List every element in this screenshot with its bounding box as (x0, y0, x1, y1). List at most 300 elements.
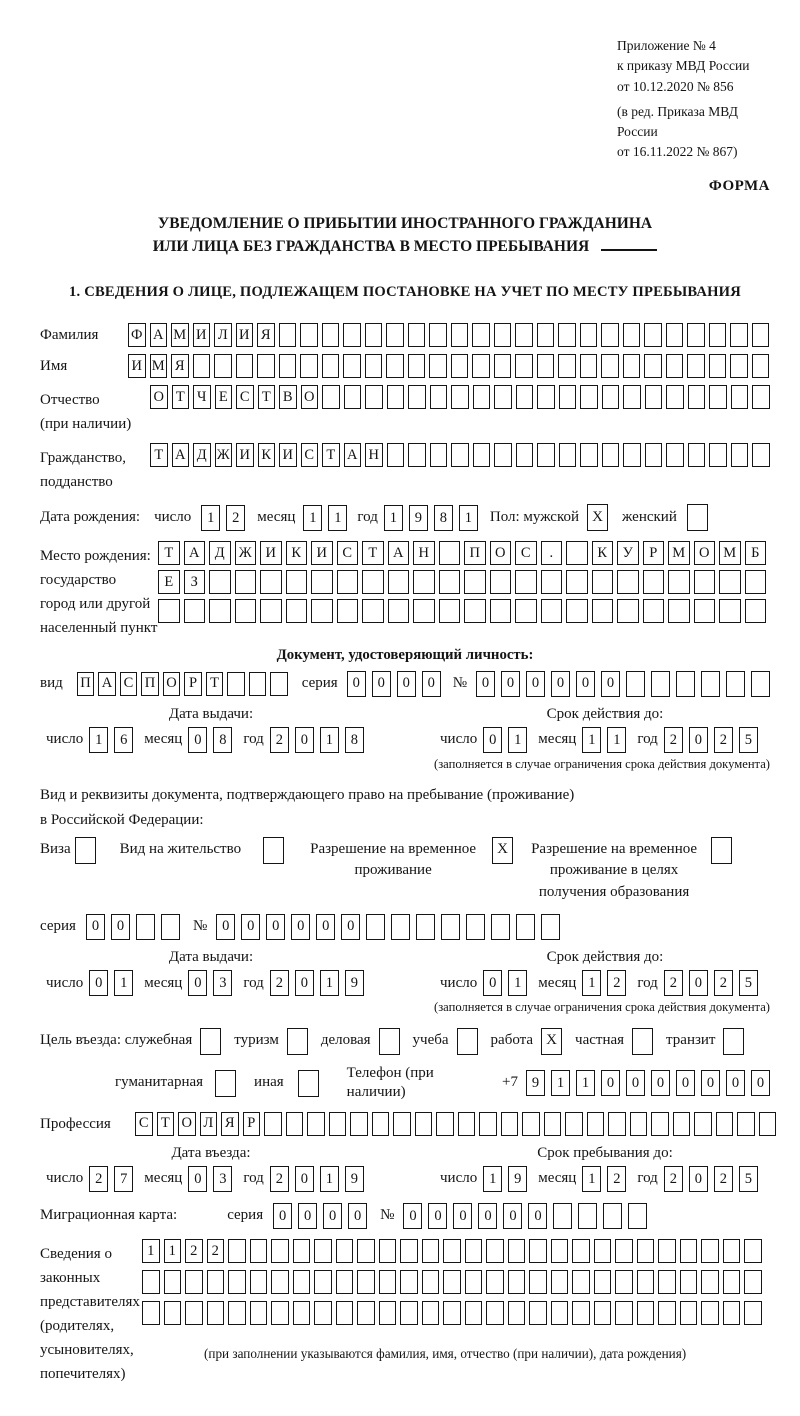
visa-label: Виза (40, 840, 71, 857)
char-cell: 9 (526, 1070, 545, 1096)
char-cell (207, 1301, 225, 1325)
purpose-official-checkbox (200, 1028, 221, 1055)
legal-representatives-label: Сведения о законных представителях (родителях, усыновителях, попечителях) (40, 1246, 140, 1383)
char-cell: 0 (701, 1070, 720, 1096)
char-cell: 0 (86, 914, 105, 940)
char-cell: Ж (235, 541, 257, 565)
char-cell (541, 914, 560, 940)
char-cell (601, 323, 619, 347)
patronymic-label: Отчество (при наличии) (40, 392, 132, 433)
char-cell: 1 (508, 970, 527, 996)
char-cell (185, 1270, 203, 1294)
char-cell: 2 (664, 727, 683, 753)
char-cell (676, 671, 695, 697)
char-cell: 0 (298, 1203, 317, 1229)
char-cell (136, 914, 155, 940)
char-cell (336, 1239, 354, 1263)
char-cell: 8 (213, 727, 232, 753)
issue-day-cells (89, 727, 133, 753)
char-cell: 0 (676, 1070, 695, 1096)
char-cell (307, 1112, 325, 1136)
char-cell (559, 443, 577, 467)
char-cell (314, 1239, 332, 1263)
expiry-year-cells (664, 970, 758, 996)
char-cell (458, 1112, 476, 1136)
issue-year-cells (270, 727, 364, 753)
stay-month-cells (582, 1166, 626, 1192)
char-cell: 5 (739, 727, 758, 753)
char-cell: 5 (739, 1166, 758, 1192)
char-cell (578, 1203, 597, 1229)
char-cell (193, 354, 211, 378)
char-cell (451, 443, 469, 467)
expiry-month-cells (582, 727, 626, 753)
char-cell (473, 443, 491, 467)
char-cell: 0 (323, 1203, 342, 1229)
char-cell: Т (150, 443, 168, 467)
stay-day-cells (483, 1166, 527, 1192)
char-cell (508, 1239, 526, 1263)
profession-cells (135, 1112, 776, 1136)
doc-number-cells (476, 671, 770, 697)
char-cell: . (541, 541, 563, 565)
entry-date-title: Дата въезда: (171, 1144, 251, 1161)
char-cell (494, 354, 512, 378)
char-cell (551, 1301, 569, 1325)
char-cell: 0 (89, 970, 108, 996)
birth-place-row1 (158, 541, 766, 565)
birth-place-block (40, 541, 770, 640)
rvp-option (310, 836, 513, 883)
char-cell (314, 1270, 332, 1294)
char-cell: 0 (241, 914, 260, 940)
char-cell: 0 (576, 671, 595, 697)
char-cell: М (171, 323, 189, 347)
year-label: год (637, 1170, 658, 1187)
char-cell: 0 (503, 1203, 522, 1229)
char-cell (719, 570, 741, 594)
char-cell (250, 1239, 268, 1263)
char-cell: 0 (295, 727, 314, 753)
char-cell: 0 (341, 914, 360, 940)
char-cell (286, 1112, 304, 1136)
char-cell (658, 1301, 676, 1325)
char-cell (494, 443, 512, 467)
char-cell (164, 1270, 182, 1294)
char-cell (479, 1112, 497, 1136)
char-cell: 0 (216, 914, 235, 940)
char-cell: 0 (372, 671, 391, 697)
char-cell (658, 1239, 676, 1263)
appendix-line: от 10.12.2020 № 856 (617, 78, 734, 94)
char-cell (429, 323, 447, 347)
char-cell (680, 1270, 698, 1294)
char-cell (623, 323, 641, 347)
char-cell: 7 (114, 1166, 133, 1192)
char-cell (751, 671, 770, 697)
char-cell: В (279, 385, 297, 409)
char-cell (386, 323, 404, 347)
char-cell (362, 599, 384, 623)
char-cell (716, 1112, 734, 1136)
char-cell (630, 1112, 648, 1136)
char-cell: К (258, 443, 276, 467)
char-cell (643, 599, 665, 623)
char-cell (515, 570, 537, 594)
char-cell (709, 354, 727, 378)
char-cell: 3 (213, 970, 232, 996)
char-cell: 1 (607, 727, 626, 753)
residence-permit-label: Вид на жительство (119, 840, 242, 857)
char-cell (666, 354, 684, 378)
char-cell (537, 354, 555, 378)
entry-date-group (46, 1166, 400, 1192)
char-cell (623, 354, 641, 378)
month-label: месяц (538, 1170, 577, 1187)
char-cell (443, 1239, 461, 1263)
char-cell (264, 1112, 282, 1136)
char-cell (701, 1301, 719, 1325)
expiry-day-cells (483, 970, 527, 996)
char-cell: А (388, 541, 410, 565)
legal-row3 (142, 1301, 762, 1325)
char-cell (235, 570, 257, 594)
char-cell: 0 (273, 1203, 292, 1229)
char-cell: Ф (128, 323, 146, 347)
char-cell (601, 354, 619, 378)
residence-doc-seriya-row (40, 914, 770, 940)
char-cell (572, 1270, 590, 1294)
char-cell: Т (362, 541, 384, 565)
char-cell (408, 323, 426, 347)
char-cell: О (301, 385, 319, 409)
char-cell: 0 (428, 1203, 447, 1229)
appendix-line: Приложение № 4 (617, 38, 716, 53)
char-cell (388, 570, 410, 594)
citizenship-row (40, 443, 770, 494)
char-cell (357, 1270, 375, 1294)
char-cell (602, 385, 620, 409)
phone-cells (526, 1070, 770, 1096)
char-cell (644, 323, 662, 347)
char-cell (508, 1270, 526, 1294)
char-cell (637, 1239, 655, 1263)
char-cell (522, 1112, 540, 1136)
month-label: месяц (538, 731, 577, 748)
char-cell (637, 1301, 655, 1325)
char-cell (391, 914, 410, 940)
char-cell: 0 (347, 671, 366, 697)
char-cell (688, 385, 706, 409)
char-cell (400, 1270, 418, 1294)
revision-line: от 16.11.2022 № 867) (617, 144, 738, 160)
birth-place-label: Место рождения: государство город или другой населенный пункт (40, 548, 158, 637)
char-cell (744, 1301, 762, 1325)
char-cell (350, 1112, 368, 1136)
char-cell (673, 1112, 691, 1136)
char-cell (529, 1270, 547, 1294)
char-cell (594, 1239, 612, 1263)
day-label: число (46, 974, 84, 991)
month-label: месяц (144, 974, 183, 991)
char-cell (490, 599, 512, 623)
char-cell: 1 (320, 727, 339, 753)
char-cell: Я (257, 323, 275, 347)
char-cell (293, 1239, 311, 1263)
char-cell: 9 (345, 1166, 364, 1192)
char-cell: Н (365, 443, 383, 467)
char-cell (451, 323, 469, 347)
year-label: год (637, 731, 658, 748)
char-cell (551, 1270, 569, 1294)
month-label: месяц (144, 1170, 183, 1187)
char-cell (271, 1239, 289, 1263)
citizenship-label: Гражданство, подданство (40, 450, 127, 491)
issue-date-title: Дата выдачи: (168, 948, 254, 965)
char-cell (279, 323, 297, 347)
char-cell: 5 (739, 970, 758, 996)
char-cell (466, 914, 485, 940)
char-cell (515, 599, 537, 623)
char-cell: 1 (328, 505, 347, 531)
char-cell (379, 1270, 397, 1294)
char-cell (443, 1301, 461, 1325)
rvp-education-option (531, 836, 732, 904)
char-cell: 0 (111, 914, 130, 940)
char-cell (422, 1239, 440, 1263)
char-cell: 0 (453, 1203, 472, 1229)
issue-day-cells (89, 970, 133, 996)
issue-date-col (46, 948, 400, 997)
char-cell: Л (214, 323, 232, 347)
char-cell (387, 443, 405, 467)
day-label: число (46, 1170, 84, 1187)
identity-doc-kind-row (40, 671, 770, 697)
char-cell: Т (322, 443, 340, 467)
char-cell (408, 385, 426, 409)
char-cell: 1 (303, 505, 322, 531)
purpose-humanitarian-label: гуманитарная (115, 1074, 204, 1091)
purpose-tourism-option: туризм (234, 1028, 308, 1055)
residence-doc-options (40, 836, 770, 904)
char-cell (387, 385, 405, 409)
char-cell (372, 1112, 390, 1136)
stay-until-group (440, 1166, 770, 1192)
char-cell: Л (200, 1112, 218, 1136)
stay-year-cells (664, 1166, 758, 1192)
char-cell: 9 (409, 505, 428, 531)
day-label: число (440, 1170, 478, 1187)
purpose-study-checkbox (457, 1028, 478, 1055)
char-cell (300, 354, 318, 378)
char-cell (687, 354, 705, 378)
char-cell (558, 354, 576, 378)
char-cell (408, 443, 426, 467)
char-cell (436, 1112, 454, 1136)
char-cell (709, 443, 727, 467)
char-cell: 0 (422, 671, 441, 697)
char-cell: 1 (582, 970, 601, 996)
char-cell (250, 1270, 268, 1294)
stay-until-title: Срок пребывания до: (537, 1144, 673, 1161)
char-cell: 0 (397, 671, 416, 697)
char-cell (413, 599, 435, 623)
char-cell (164, 1301, 182, 1325)
char-cell (214, 354, 232, 378)
char-cell (494, 385, 512, 409)
birth-date-row (40, 504, 770, 531)
char-cell: Я (171, 354, 189, 378)
char-cell: Н (413, 541, 435, 565)
char-cell (516, 443, 534, 467)
char-cell: И (193, 323, 211, 347)
char-cell: 2 (270, 727, 289, 753)
char-cell (379, 1239, 397, 1263)
char-cell (336, 1301, 354, 1325)
char-cell (752, 354, 770, 378)
year-label: год (637, 974, 658, 991)
birth-place-cells (158, 541, 766, 623)
char-cell (694, 599, 716, 623)
char-cell: 1 (114, 970, 133, 996)
char-cell: К (592, 541, 614, 565)
char-cell: 1 (576, 1070, 595, 1096)
entry-dates (46, 1144, 770, 1193)
purpose-private-option: частная (575, 1028, 653, 1055)
char-cell (271, 1270, 289, 1294)
citizenship-cells (150, 443, 770, 467)
char-cell: С (515, 541, 537, 565)
expiry-year-cells (664, 727, 758, 753)
seriya-label: серия (40, 918, 76, 935)
entry-purpose-row2 (115, 1064, 770, 1103)
doc-seriya-cells (347, 671, 441, 697)
char-cell: 1 (164, 1239, 182, 1263)
char-cell: О (490, 541, 512, 565)
char-cell (443, 1270, 461, 1294)
char-cell (260, 570, 282, 594)
char-cell: 2 (607, 970, 626, 996)
legal-row1 (142, 1239, 762, 1263)
char-cell (472, 323, 490, 347)
char-cell (429, 354, 447, 378)
doc-kind-cells (77, 672, 288, 696)
char-cell: 0 (726, 1070, 745, 1096)
legal-row2 (142, 1270, 762, 1294)
purpose-business-checkbox (379, 1028, 400, 1055)
char-cell: С (236, 385, 254, 409)
validity-note: (заполняется в случае ограничения срока действия документа) (434, 1000, 770, 1015)
char-cell (515, 354, 533, 378)
char-cell (300, 323, 318, 347)
char-cell: И (279, 443, 297, 467)
char-cell (608, 1112, 626, 1136)
char-cell: Р (643, 541, 665, 565)
char-cell: 0 (476, 671, 495, 697)
form-title (40, 212, 770, 259)
char-cell: 2 (664, 970, 683, 996)
char-cell: 0 (528, 1203, 547, 1229)
char-cell (688, 443, 706, 467)
purpose-transit-checkbox (723, 1028, 744, 1055)
char-cell: 3 (213, 1166, 232, 1192)
char-cell: А (150, 323, 168, 347)
char-cell (400, 1301, 418, 1325)
char-cell: 0 (651, 1070, 670, 1096)
char-cell (719, 599, 741, 623)
char-cell (572, 1301, 590, 1325)
entry-year-cells (270, 1166, 364, 1192)
char-cell: М (719, 541, 741, 565)
char-cell: 1 (320, 970, 339, 996)
char-cell (617, 570, 639, 594)
char-cell (680, 1301, 698, 1325)
visa-option (40, 836, 96, 864)
purpose-work-option: работа X (491, 1028, 563, 1055)
day-label: число (154, 509, 192, 526)
char-cell (416, 914, 435, 940)
char-cell (544, 1112, 562, 1136)
char-cell: С (120, 672, 138, 696)
char-cell: 0 (483, 727, 502, 753)
char-cell: С (337, 541, 359, 565)
validity-note: (заполняется в случае ограничения срока действия документа) (434, 757, 770, 772)
residence-permit-checkbox (263, 837, 284, 864)
blank-underline (601, 249, 657, 251)
char-cell: 0 (501, 671, 520, 697)
char-cell (731, 443, 749, 467)
char-cell: 2 (270, 970, 289, 996)
expiry-month-cells (582, 970, 626, 996)
char-cell: 0 (601, 1070, 620, 1096)
char-cell (142, 1301, 160, 1325)
residence-doc-dates (46, 948, 770, 997)
number-label: № (192, 918, 208, 935)
name-row (40, 354, 770, 378)
char-cell (228, 1270, 246, 1294)
char-cell: 1 (582, 1166, 601, 1192)
char-cell (541, 570, 563, 594)
char-cell (441, 914, 460, 940)
char-cell (362, 570, 384, 594)
char-cell (541, 599, 563, 623)
rvp-checkbox: X (492, 837, 513, 864)
char-cell: Е (215, 385, 233, 409)
char-cell (184, 599, 206, 623)
phone-prefix: +7 (502, 1074, 518, 1091)
purpose-other-label: иная (254, 1074, 284, 1091)
char-cell (494, 323, 512, 347)
char-cell: Т (158, 541, 180, 565)
char-cell: 8 (345, 727, 364, 753)
char-cell: К (286, 541, 308, 565)
char-cell (343, 354, 361, 378)
char-cell (329, 1112, 347, 1136)
char-cell (694, 570, 716, 594)
patronymic-cells (150, 385, 770, 409)
char-cell: 0 (478, 1203, 497, 1229)
char-cell: А (98, 672, 116, 696)
expiry-date-col (440, 705, 770, 754)
char-cell (365, 323, 383, 347)
char-cell (400, 1239, 418, 1263)
day-label: число (440, 974, 478, 991)
migration-card-label: Миграционная карта: (40, 1207, 178, 1224)
char-cell (473, 385, 491, 409)
char-cell (666, 385, 684, 409)
char-cell (366, 914, 385, 940)
purpose-tourism-checkbox (287, 1028, 308, 1055)
